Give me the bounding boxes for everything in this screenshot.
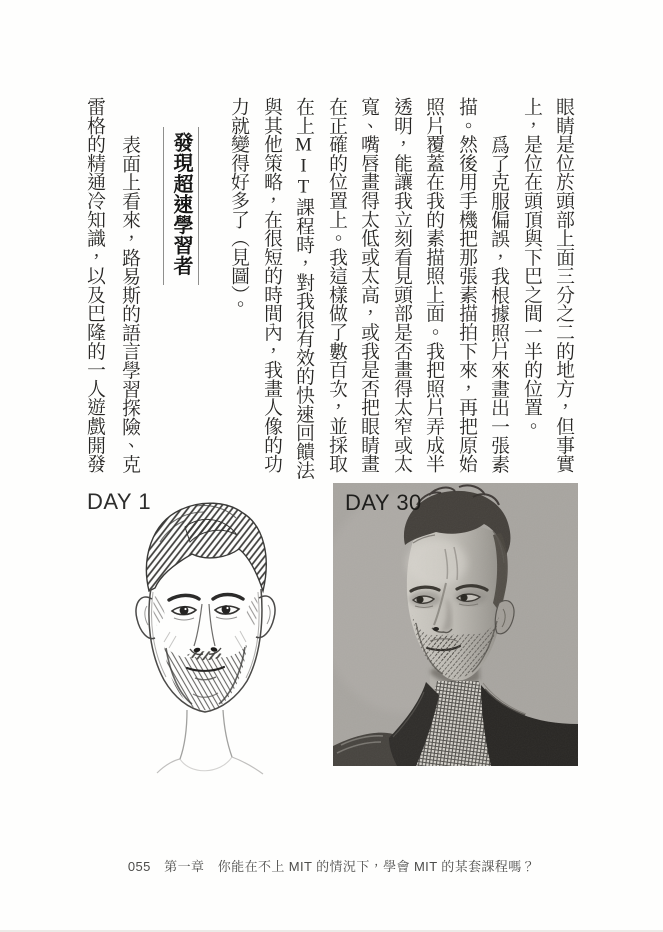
text-column: 表面上看來，路易斯的語言學習探險、克 <box>119 134 140 473</box>
text-column: 描。然後用手機把那張素描拍下來，再把原始 <box>456 97 477 473</box>
day30-sketch-image <box>333 483 578 766</box>
text-column: 照片覆蓋在我的素描照上面。我把照片弄成半 <box>423 97 444 473</box>
day1-sketch-image <box>100 496 320 796</box>
footer-text: 055 第一章 你能在不上 MIT 的情況下，學會 MIT 的某套課程嗎？ <box>127 859 536 874</box>
text-column: 上，是位在頭頂與下巴之間一半的位置。 <box>521 97 542 436</box>
text-column: 寬、嘴唇畫得太低或太高，或我是否把眼睛畫 <box>358 97 379 473</box>
text-column: 與其他策略，在很短的時間內，我畫人像的功 <box>261 97 282 473</box>
text-column: 雷格的精通冷知識，以及巴隆的一人遊戲開發 <box>84 97 105 473</box>
text-column: 在上MIT課程時，對我很有效的快速回饋法 <box>293 97 314 480</box>
day30-image <box>333 483 578 766</box>
day30-label: DAY 30 <box>345 490 422 515</box>
text-column: 爲了克服偏誤，我根據照片來畫出一張素 <box>488 134 509 473</box>
day1-label: DAY 1 <box>87 489 152 514</box>
section-heading: 發現超速學習者 <box>163 127 199 285</box>
text-column: 力就變得好多了（見圖）。 <box>228 97 249 314</box>
page-footer <box>0 856 663 875</box>
text-column: 眼睛是位於頭部上面三分之二的地方，但事實 <box>553 97 574 473</box>
text-column: 在正確的位置上。我這樣做了數百次，並採取 <box>326 97 347 473</box>
text-column: 透明，能讓我立刻看見頭部是否畫得太窄或太 <box>391 97 412 473</box>
